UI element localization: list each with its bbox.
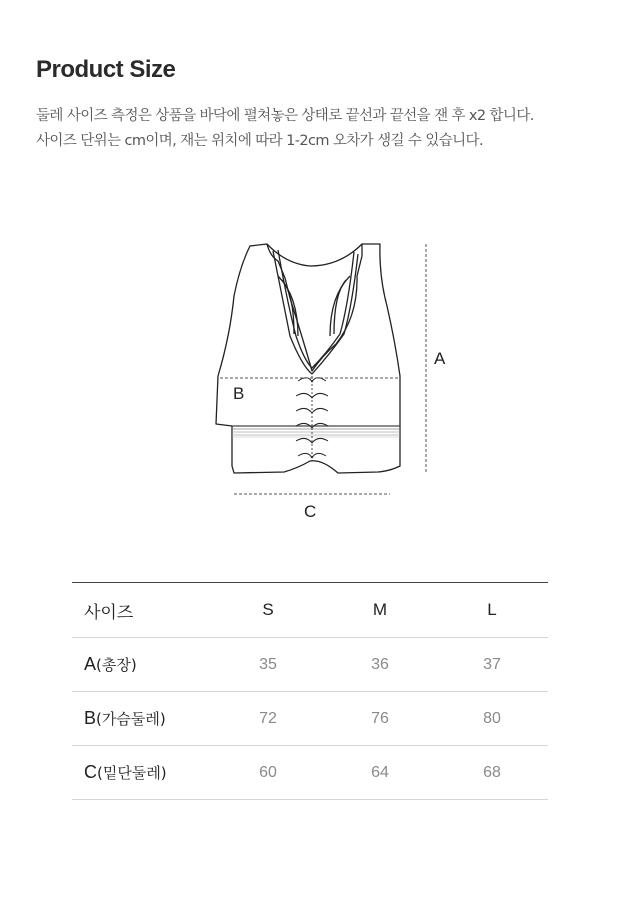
measure-label-b: B <box>233 384 245 403</box>
table-cell: 36 <box>371 655 389 673</box>
table-cell: 64 <box>371 763 389 781</box>
row-name: (총장) <box>96 656 137 674</box>
row-letter: B <box>84 708 97 728</box>
table-row <box>72 692 548 746</box>
table-header-size: L <box>487 600 497 619</box>
table-cell: 60 <box>259 763 277 781</box>
table-header-row <box>72 583 548 638</box>
table-row <box>72 746 548 800</box>
table-header-size: M <box>372 600 388 619</box>
measure-label-c: C <box>304 502 317 521</box>
row-label <box>72 638 212 692</box>
table-header-label: 사이즈 <box>84 602 134 623</box>
row-label <box>72 692 212 746</box>
row-name: (밑단둘레) <box>97 764 167 782</box>
description-line-1: 둘레 사이즈 측정은 상품을 바닥에 펼쳐놓은 상태로 끝선과 끝선을 잰 후 x2 합니다. <box>36 108 534 124</box>
row-name: (가슴둘레) <box>96 710 166 728</box>
size-table <box>72 582 548 800</box>
page-title: Product Size <box>36 56 176 83</box>
table-row <box>72 638 548 692</box>
row-label <box>72 746 212 800</box>
crop-top-illustration <box>190 236 470 526</box>
table-cell: 80 <box>483 709 501 727</box>
table-cell: 72 <box>259 709 277 727</box>
description-line-2: 사이즈 단위는 cm이며, 재는 위치에 따라 1-2cm 오차가 생길 수 있습니다. <box>36 133 483 149</box>
table-cell: 76 <box>371 709 389 727</box>
row-letter: C <box>84 762 97 782</box>
table-cell: 68 <box>483 763 501 781</box>
table-header-size: S <box>262 600 274 619</box>
garment-diagram <box>190 236 470 526</box>
table-cell: 37 <box>483 655 501 673</box>
row-letter: A <box>84 654 97 674</box>
measure-label-a: A <box>434 349 446 368</box>
table-cell: 35 <box>259 655 277 673</box>
size-description <box>36 104 534 154</box>
